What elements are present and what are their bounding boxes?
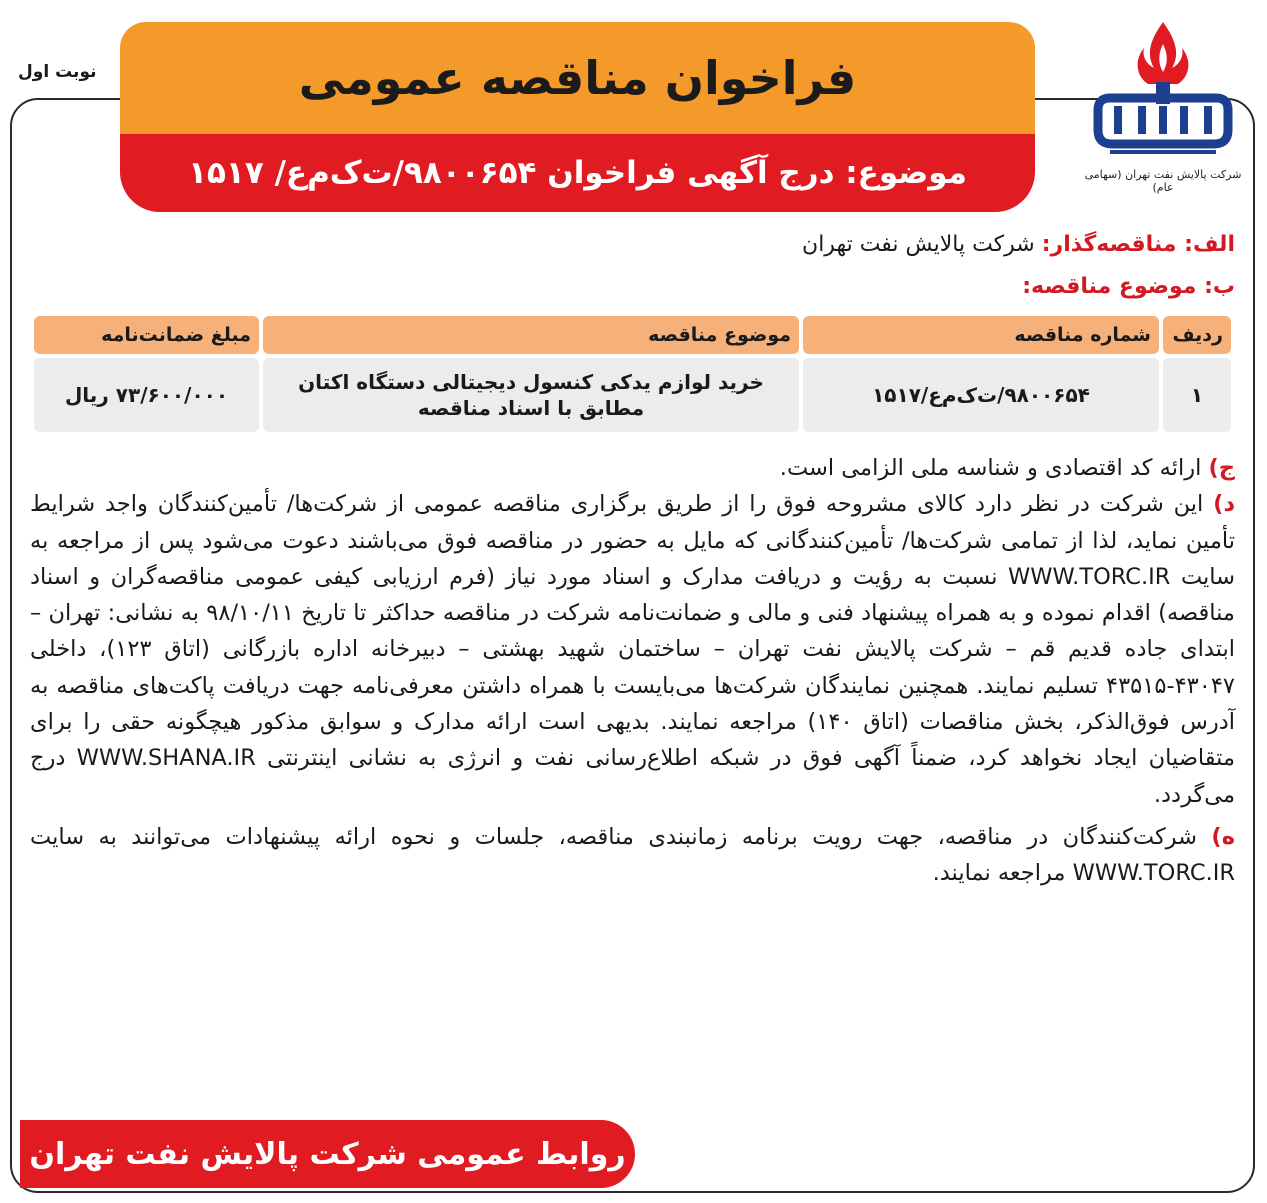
tender-table	[30, 312, 1235, 436]
cell-guarantee: ۷۳/۶۰۰/۰۰۰ ریال	[34, 358, 259, 432]
section-b	[30, 270, 1235, 310]
table-header-row	[34, 316, 1231, 354]
cell-number: ۹۸۰۰۶۵۴/ت‌ک‌م‌ع/۱۵۱۷	[803, 358, 1159, 432]
section-d-label: د)	[1213, 491, 1235, 518]
section-c	[30, 450, 1235, 486]
cell-index: ۱	[1163, 358, 1231, 432]
flame-logo-icon	[1088, 18, 1238, 166]
section-d	[30, 486, 1235, 813]
notice-body	[30, 228, 1235, 892]
banner-title: فراخوان مناقصه عمومی	[298, 51, 857, 105]
section-a-value: شرکت پالایش نفت تهران	[802, 232, 1035, 257]
section-e-text: شرکت‌کنندگان در مناقصه، جهت رویت برنامه زمانبندی مناقصه، جلسات و نحوه ارائه پیشنهادات می‌توانند به سایت WWW.TORC.IR مراجعه نمایند.	[30, 823, 1235, 887]
footer-banner	[20, 1120, 635, 1188]
banner-subtitle-band	[120, 134, 1035, 212]
logo-caption: شرکت پالایش نفت تهران (سهامی عام)	[1084, 168, 1242, 194]
section-c-text: ارائه کد اقتصادی و شناسه ملی الزامی است.	[779, 455, 1202, 481]
cell-subject-line1: خرید لوازم یدکی کنسول دیجیتالی دستگاه اکتان	[298, 370, 764, 394]
header-guarantee: مبلغ ضمانت‌نامه	[34, 316, 259, 354]
banner-title-band	[120, 22, 1035, 134]
header-number: شماره مناقصه	[803, 316, 1159, 354]
cell-subject-line2: مطابق با اسناد مناقصه	[417, 396, 645, 420]
banner-subtitle: موضوع: درج آگهی فراخوان ۹۸۰۰۶۵۴/ت‌ک‌م‌ع/ ۱۵۱۷	[188, 155, 967, 191]
footer-text: روابط عمومی شرکت پالایش نفت تهران	[29, 1136, 626, 1172]
section-d-text: این شرکت در نظر دارد کالای مشروحه فوق را از طریق برگزاری مناقصه عمومی از شرکت‌ها/ تأمین‌کنندگان واجد شرایط تأمین نماید، لذا از تمامی شرکت‌ها/ تأمین‌کنندگانی که مایل به حضور در مناقصه فوق می‌باشند دعوت می‌شود پس از مراجعه به سایت WWW.TORC.IR نسبت به رؤیت و دریافت مدارک و اسناد مورد نیاز (فرم ارزیابی کیفی عمومی مناقصه‌گران و اسناد مناقصه) اقدام نموده و به همراه پیشنهاد فنی و مالی و ضمانت‌نامه شرکت در مناقصه حداکثر تا تاریخ ۹۸/۱۰/۱۱ به نشانی: تهران – ابتدای جاده قدیم قم – شرکت پالایش نفت تهران – ساختمان شهید بهشتی – دبیرخانه اداره بازرگانی (اتاق ۱۲۳)، داخلی ۴۳۰۴۷-۴۳۵۱۵ تسلیم نمایند. همچنین نمایندگان شرکت‌ها می‌بایست با همراه داشتن معرفی‌نامه جهت دریافت پاکت‌های مناقصه به آدرس فوق‌الذکر، بخش مناقصات (اتاق ۱۴۰) مراجعه نمایند. بدیهی است ارائه مدارک و سوابق مذکور هیچگونه حقی را برای متقاضیان ایجاد نخواهد کرد، ضمناً آگهی فوق در شبکه اطلاع‌رسانی نفت و انرژی به نشانی اینترنتی WWW.SHANA.IR درج می‌گردد.	[30, 491, 1236, 808]
cell-subject	[263, 358, 799, 432]
section-a-label: الف: مناقصه‌گذار:	[1041, 232, 1235, 257]
edition-label: نوبت اول	[18, 62, 97, 82]
section-c-label: ج)	[1208, 455, 1235, 481]
header-banner	[120, 22, 1035, 190]
section-e-label: ه)	[1211, 823, 1235, 850]
header-index: ردیف	[1163, 316, 1231, 354]
section-e	[30, 819, 1235, 892]
company-logo	[1078, 18, 1248, 193]
table-row	[34, 358, 1231, 432]
section-b-label: ب: موضوع مناقصه:	[1022, 274, 1235, 299]
section-a	[30, 228, 1235, 270]
header-subject: موضوع مناقصه	[263, 316, 799, 354]
